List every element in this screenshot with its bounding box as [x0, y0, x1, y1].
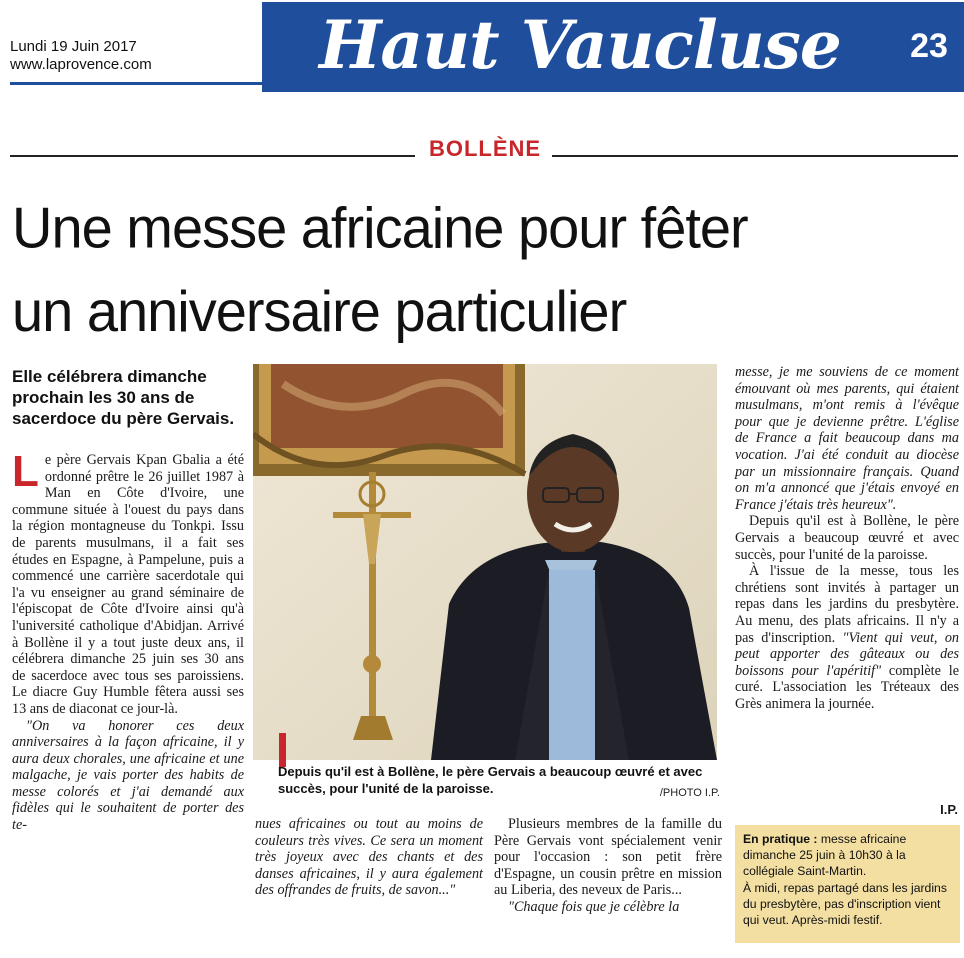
article-quote-3: "Chaque fois que je célèbre la	[508, 898, 680, 915]
headline	[12, 186, 957, 353]
article-column-2	[255, 816, 483, 899]
section-rule-left	[10, 155, 415, 157]
article-photo	[253, 364, 717, 760]
website[interactable]: www.laprovence.com	[10, 56, 152, 73]
photo-credit: /PHOTO I.P.	[659, 787, 720, 799]
practical-details-2: À midi, repas partagé dans les jardins du presbytère, pas d'inscription vient qui veut. Après-midi festif.	[743, 880, 947, 928]
section-label: BOLLÈNE	[428, 136, 542, 161]
drop-cap: L	[12, 447, 39, 496]
article-quote-2: nues africaines ou tout au moins de couleurs très vives. Ce sera un moment très joyeux avec des chants et des danses africaines, il y aura également des offrandes de fruits, de savon..."	[255, 816, 483, 899]
issue-date: Lundi 19 Juin 2017	[10, 38, 137, 55]
photo-caption: Depuis qu'il est à Bollène, le père Gervais a beaucoup œuvré et avec succès, pour l'unité de la paroisse.	[278, 764, 703, 796]
paragraph-quote: "Vient qui veut, on peut apporter des gâteaux ou des boissons pour l'apéritif"	[735, 629, 960, 679]
article-column-3	[494, 816, 722, 916]
article-column-4	[735, 364, 959, 712]
practical-details: messe africaine dimanche 25 juin à 10h30 à la collégiale Saint-Martin.	[743, 832, 907, 879]
practical-info-box	[735, 825, 960, 943]
headline-line-2: un anniversaire particulier	[12, 279, 627, 344]
article-paragraph-5	[735, 563, 959, 712]
standfirst: Elle célébrera dimanche prochain les 30 ans de sacerdoce du père Gervais.	[12, 367, 235, 428]
author-signature: I.P.	[940, 802, 958, 817]
article-paragraph-3: Plusieurs membres de la famille du Père Gervais vont spécialement venir pour l'occasion : son petit frère d'Espagne, un cousin prêtre en mission au Liberia, des neveux de Paris...	[494, 816, 722, 899]
caption-marker	[279, 733, 286, 767]
paragraph-text: complète le curé. L'association les Tréteaux des Grès animera la journée.	[735, 662, 959, 712]
page-number: 23	[910, 27, 948, 65]
section-rule-right	[552, 155, 958, 157]
article-quote-1: "On va honorer ces deux anniversaires à la façon africaine, il y aura deux chorales, une africaine et une malgache, je vais porter des habits de messe colorés et j'ai demandé aux fidèles qui le souhaitent de porter des te-	[12, 717, 244, 834]
article-paragraph-1	[12, 447, 244, 718]
paragraph-text: e père Gervais Kpan Gbalia a été ordonné prêtre le 26 juillet 1987 à Man en Côte d'Ivoire, une commune située à l'ouest du pays dans la région montagneuse du Tonkpi. Issu de parents musulmans, il a fait ses études en Espagne, à Pampelune, puis a commencé une carrière sacerdotale qui l'a vu enseigner au grand séminaire de l'épiscopat de Côte d'Ivoire ainsi qu'à l'université catholique d'Abidjan. Arrivé à Bollène il y a tout juste deux ans, il célébrera dimanche 25 juin ses 30 ans de sacerdoce avec tous ses paroissiens. Le diacre Guy Humble fêtera aussi ses 13 ans de diaconat ce jour-là.	[12, 452, 244, 717]
article-column-1	[12, 447, 244, 834]
photo-illustration	[253, 364, 717, 760]
headline-line-1: Une messe africaine pour fêter	[12, 195, 748, 260]
article-quote-4: messe, je me souviens de ce moment émouvant où mes parents, qui étaient musulmans, m'ont remis à l'évêque pour que je devienne prêtre. L'église de France a fait beaucoup dans ma vocation. J'ai été conduit au diocèse par un missionnaire français. Quand on m'a annoncé que j'étais envoyé en France j'étais très heureux".	[735, 364, 959, 513]
article-paragraph-4: Depuis qu'il est à Bollène, le père Gervais a beaucoup œuvré et avec succès, pour l'unité de la paroisse.	[735, 513, 959, 563]
practical-text	[743, 832, 906, 878]
masthead-title: Haut Vaucluse	[319, 6, 841, 84]
header-rule	[10, 82, 262, 85]
paragraph-text: À l'issue de la messe, tous les chrétiens sont invités à partager un repas dans les jardins du presbytère. Au menu, des plats africains. Il n'y a pas d'inscription.	[735, 563, 959, 646]
practical-label: En pratique :	[743, 832, 818, 846]
